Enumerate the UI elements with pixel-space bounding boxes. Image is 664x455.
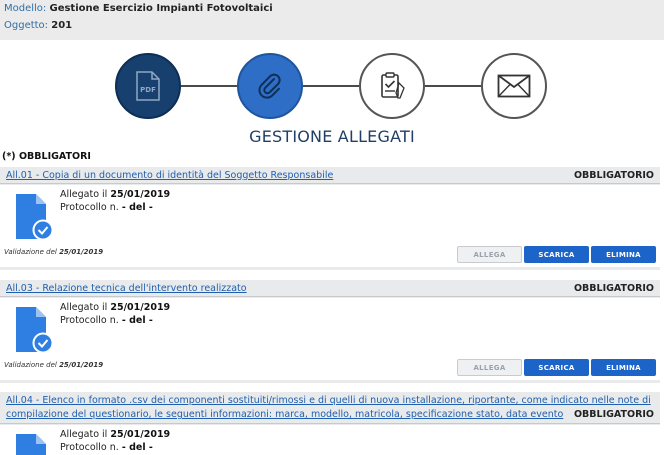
attachment-title-link[interactable]: All.04 - Elenco in formato .csv dei componenti sostituiti/rimossi e di quelli di nuova installazione, riportante, come indicato nelle note di compilazione del questionario, le seguenti informazioni: marca, modello, matricola, specificazione stato, data evento — [6, 395, 651, 420]
attached-date: 25/01/2019 — [110, 429, 171, 440]
attachment-status: OBBLIGATORIO — [573, 170, 654, 181]
attachment-card — [0, 392, 660, 455]
model-info-panel — [0, 0, 664, 40]
validation-date: 25/01/2019 — [59, 361, 104, 369]
attach-button[interactable]: ALLEGA — [457, 359, 522, 376]
envelope-icon — [497, 74, 531, 98]
delete-button[interactable]: ELIMINA — [591, 246, 656, 263]
attachment-body — [0, 425, 660, 455]
download-button[interactable]: SCARICA — [524, 359, 589, 376]
clipboard-check-icon — [378, 71, 406, 101]
model-row — [4, 3, 273, 14]
attached-date: 25/01/2019 — [110, 302, 171, 313]
document-check-icon — [14, 193, 54, 241]
attached-label: Allegato il — [60, 302, 108, 313]
attached-date: 25/01/2019 — [110, 189, 171, 200]
attachment-body — [0, 185, 660, 267]
document-check-icon — [14, 433, 54, 455]
attachment-meta — [60, 428, 170, 454]
attachment-header — [0, 280, 660, 297]
attachment-header — [0, 167, 660, 184]
attach-button[interactable]: ALLEGA — [457, 246, 522, 263]
object-label: Oggetto: — [4, 20, 49, 31]
protocol-value: - del - — [121, 202, 153, 213]
model-label: Modello: — [4, 3, 47, 14]
step-pdf[interactable] — [115, 53, 181, 119]
attached-label: Allegato il — [60, 429, 108, 440]
attachment-card — [0, 280, 660, 383]
delete-button[interactable]: ELIMINA — [591, 359, 656, 376]
protocol-value: - del - — [121, 315, 153, 326]
attachment-meta — [60, 188, 170, 214]
validation-label: Validazione del — [4, 361, 57, 369]
object-row — [4, 20, 72, 31]
pdf-icon — [135, 71, 161, 101]
page-title: GESTIONE ALLEGATI — [249, 127, 415, 146]
validation-info — [4, 248, 103, 256]
attachment-status: OBBLIGATORIO — [570, 409, 654, 420]
attachment-card — [0, 167, 660, 270]
validation-info — [4, 361, 103, 369]
pdf-icon-text: PDF — [140, 86, 156, 94]
attachment-body — [0, 298, 660, 380]
protocol-label: Protocollo n. — [60, 202, 119, 213]
attachment-meta — [60, 301, 170, 327]
attachment-header — [0, 392, 660, 424]
attached-label: Allegato il — [60, 189, 108, 200]
attachment-status: OBBLIGATORIO — [573, 283, 654, 294]
stepper-connector — [303, 85, 359, 87]
stepper-connector — [181, 85, 237, 87]
attachment-title-link[interactable]: All.03 - Relazione tecnica dell'intervento realizzato — [6, 283, 247, 294]
wizard-stepper — [0, 48, 664, 124]
protocol-value: - del - — [121, 442, 153, 453]
object-value: 201 — [51, 20, 73, 31]
step-send[interactable] — [481, 53, 547, 119]
required-note: (*) OBBLIGATORI — [2, 151, 91, 162]
attachment-title-link[interactable]: All.01 - Copia di un documento di identità del Soggetto Responsabile — [6, 170, 334, 181]
validation-label: Validazione del — [4, 248, 57, 256]
download-button[interactable]: SCARICA — [524, 246, 589, 263]
paperclip-icon — [255, 71, 285, 101]
stepper-connector — [425, 85, 481, 87]
step-questionnaire[interactable] — [359, 53, 425, 119]
document-check-icon — [14, 306, 54, 354]
validation-date: 25/01/2019 — [59, 248, 104, 256]
protocol-label: Protocollo n. — [60, 315, 119, 326]
protocol-label: Protocollo n. — [60, 442, 119, 453]
model-value: Gestione Esercizio Impianti Fotovoltaici — [49, 3, 273, 14]
step-attachments[interactable] — [237, 53, 303, 119]
